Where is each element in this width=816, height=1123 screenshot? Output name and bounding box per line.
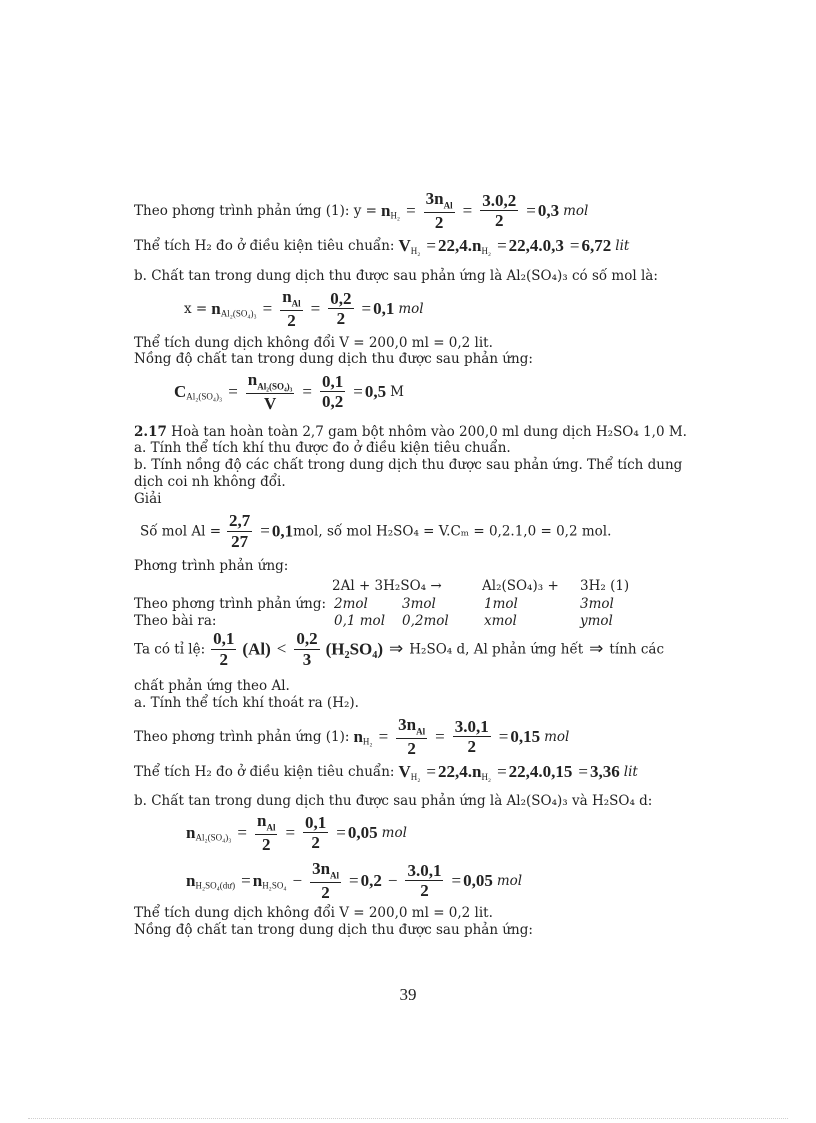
- paragraph: Nồng độ chất tan trong dung dịch thu được sau phản ứng:: [134, 351, 533, 367]
- equation-volume-2: Thể tích H₂ đo ở điều kiện tiêu chuẩn: $V_{H_2} = 22,4.n_{H_2} = 22,4.0,15 = 3,36$ lit: [134, 762, 638, 782]
- equation-n-al2so43: $n_{Al_2(SO_4)_3}$ = $\frac{n_{Al}}{2}$ = $\frac{0,1}{2}$ = 0,05 mol: [186, 811, 407, 854]
- paragraph: Nồng độ chất tan trong dung dịch thu được sau phản ứng:: [134, 922, 533, 938]
- fraction: $\frac{0,2}{2}$: [330, 288, 352, 329]
- fraction: $\frac{3.0,2}{2}$: [482, 190, 517, 231]
- paragraph: Phơng trình phản ứng:: [134, 558, 289, 574]
- row-label: Theo bài ra:: [134, 613, 217, 629]
- fraction: $\frac{0,1}{2}$: [305, 812, 327, 853]
- equation-x: $x = n_{Al_2(SO_4)_3}$ = $\frac{n_{Al}}{2}$ = $\frac{0,2}{2}$ = 0,1 mol: [184, 287, 424, 330]
- problem-statement: 2.17 Hoà tan hoàn toàn 2,7 gam bột nhôm vào 200,0 ml dung dịch H₂SO₄ 1,0 M.: [134, 424, 687, 440]
- equation-n-h2so4-excess: $n_{H_2SO_4(dư)} = n_{H_2SO_4}$ − $\frac{3n_{Al}}{2}$ = 0,2 − $\frac{3.0,1}{2}$ = 0,05 mol: [186, 859, 523, 902]
- fraction: $\frac{n_{Al_2(SO_4)_3}}{V}$: [247, 370, 293, 413]
- fraction: $\frac{3n_{Al}}{2}$: [425, 189, 453, 232]
- fraction: $\frac{0,1}{2}$: [213, 629, 235, 669]
- equation-moles: Số mol Al = $\frac{2,7}{27}$ = 0,1mol, số mol H₂SO₄ = V.Cₘ = 0,2.1,0 = 0,2 mol.: [140, 511, 612, 551]
- fraction: $\frac{0,1}{0,2}$: [321, 371, 344, 412]
- row-label: Theo phơng trình phản ứng:: [134, 596, 327, 612]
- paragraph: b. Chất tan trong dung dịch thu được sau phản ứng là Al₂(SO₄)₃ có số mol là:: [134, 268, 658, 284]
- ratio-comparison: Ta có tỉ lệ: $\frac{0,1}{2}$ (Al) < $\frac{0,2}{3}$ (H₂SO₄) ⇒ H₂SO₄ d, Al phản ứng hết ⇒ tính các: [134, 629, 665, 669]
- equation-y: Theo phơng trình phản ứng (1): $y = n_{H_2}$ = $\frac{3n_{Al}}{2}$ = $\frac{3.0,2}{2}$ = 0,3 mol: [134, 189, 589, 232]
- result: 6,72: [581, 236, 612, 255]
- divider: [28, 1118, 788, 1119]
- question-b: b. Tính nồng độ các chất trong dung dịch thu được sau phản ứng. Thể tích dung: [134, 457, 683, 473]
- fraction: $\frac{3n_{Al}}{2}$: [312, 859, 340, 902]
- paragraph: Thể tích dung dịch không đổi V = 200,0 ml = 0,2 lit.: [134, 905, 493, 921]
- paragraph: b. Chất tan trong dung dịch thu được sau phản ứng là Al₂(SO₄)₃ và H₂SO₄ d:: [134, 793, 653, 809]
- result: 0,3: [537, 200, 560, 220]
- fraction: $\frac{3.0,1}{2}$: [454, 716, 489, 757]
- paragraph: chất phản ứng theo Al.: [134, 678, 290, 694]
- paragraph: Thể tích dung dịch không đổi V = 200,0 ml = 0,2 lit.: [134, 335, 493, 351]
- question-b-cont: dịch coi nh không đổi.: [134, 474, 286, 490]
- paragraph: a. Tính thể tích khí thoát ra (H₂).: [134, 695, 359, 711]
- page-number: 39: [399, 985, 417, 1004]
- fraction: $\frac{2,7}{27}$: [229, 511, 251, 551]
- symbol-n: n: [380, 200, 391, 220]
- reaction-h2: 3H₂ (1): [580, 578, 630, 594]
- fraction: $\frac{3n_{Al}}{2}$: [398, 715, 426, 758]
- fraction: $\frac{3.0,1}{2}$: [407, 860, 442, 901]
- question-a: a. Tính thể tích khí thu được đo ở điều kiện tiêu chuẩn.: [134, 440, 511, 456]
- equation-concentration: $C_{Al_2(SO_4)_3}$ = $\frac{n_{Al_2(SO_4)_3}}{V}$ = $\frac{0,1}{0,2}$ = 0,5 M: [174, 370, 404, 413]
- fraction: $\frac{n_{Al}}{2}$: [256, 811, 276, 854]
- equation-volume: Thể tích H₂ đo ở điều kiện tiêu chuẩn: $V_{H_2} = 22,4.n_{H_2} = 22,4.0,3 = 6,72$ lit: [134, 236, 630, 256]
- solution-heading: Giải: [134, 491, 162, 507]
- equation-nh2: Theo phơng trình phản ứng (1): $n_{H_2}$ = $\frac{3n_{Al}}{2}$ = $\frac{3.0,1}{2}$ = 0,15 mol: [134, 715, 570, 758]
- reaction-product: Al₂(SO₄)₃ +: [482, 578, 559, 594]
- reaction-lhs: 2Al + 3H₂SO₄ →: [332, 578, 442, 594]
- equation-label: Theo phơng trình phản ứng (1): y =: [134, 202, 377, 219]
- fraction: $\frac{0,2}{3}$: [296, 629, 318, 669]
- fraction: $\frac{n_{Al}}{2}$: [282, 287, 301, 330]
